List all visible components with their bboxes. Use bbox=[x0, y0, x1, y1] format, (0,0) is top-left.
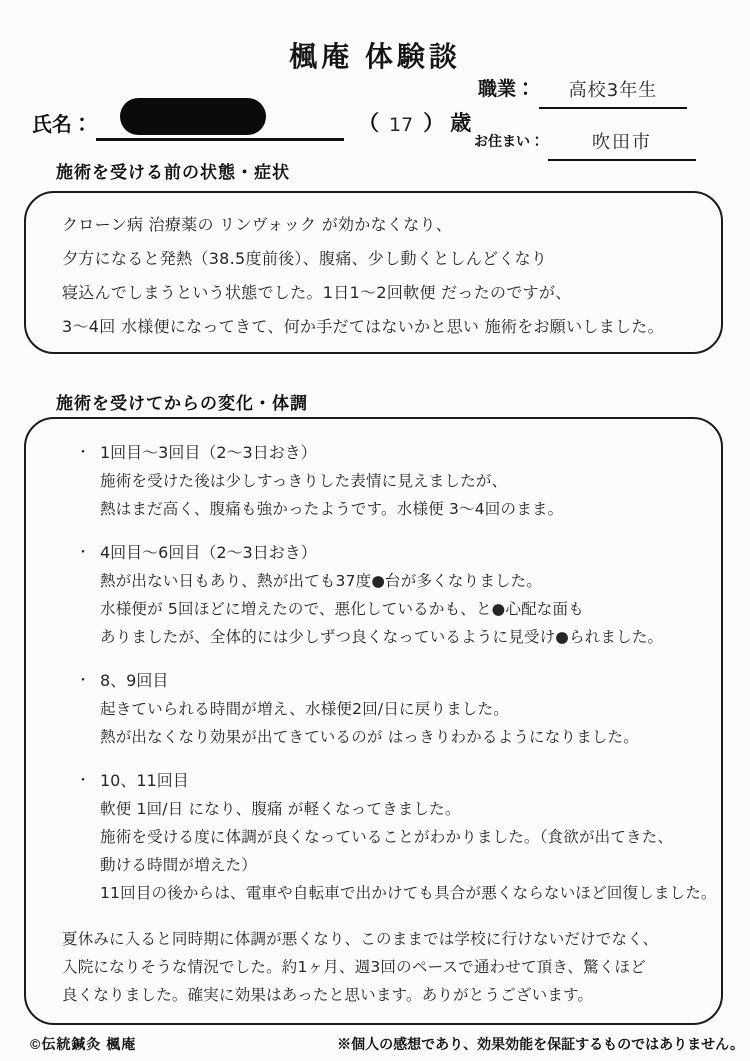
bullet-item-3 bbox=[76, 667, 701, 751]
symptom-line: クローン病 治療薬の リンヴォック が効かなくなり、 bbox=[62, 215, 453, 234]
bullet-marker: ・ bbox=[76, 773, 90, 789]
bullet-title: 8、9回目 bbox=[100, 671, 169, 690]
bullet-line: 施術を受けた後は少しすっきりした表情に見えましたが、 bbox=[100, 472, 508, 490]
bullet-line: 11回目の後からは、電車や自転車で出かけても具合が悪くならないほど回復しました。 bbox=[100, 884, 717, 902]
bullet-line: ありましたが、全体的には少しずつ良くなっているように見受け●られました。 bbox=[100, 628, 664, 646]
name-label: 氏名： bbox=[32, 114, 92, 136]
bullet-marker: ・ bbox=[76, 673, 90, 689]
symptom-box bbox=[24, 191, 723, 354]
residence-value: 吹田市 bbox=[548, 128, 696, 161]
bullet-line: 起きていられる時間が増え、水様便2回/日に戻りました。 bbox=[100, 700, 509, 718]
age-group bbox=[358, 107, 471, 141]
redacted-name bbox=[120, 98, 266, 135]
bullet-title: 10、11回目 bbox=[100, 771, 189, 790]
name-field-underline bbox=[96, 94, 344, 141]
section-heading-before: 施術を受ける前の状態・症状 bbox=[56, 163, 290, 182]
bullet-head bbox=[76, 767, 701, 795]
symptom-line: 寝込んでしまうという状態でした。1日1〜2回軟便 だったのですが、 bbox=[62, 283, 572, 302]
residence-label: お住まい： bbox=[474, 133, 544, 149]
name-row bbox=[32, 94, 471, 141]
bullet-head bbox=[76, 667, 701, 695]
bullet-line: 熱が出なくなり効果が出てきているのが はっきりわかるようになりました。 bbox=[100, 728, 639, 746]
section-heading-after: 施術を受けてからの変化・体調 bbox=[56, 394, 308, 413]
bullet-line: 施術を受ける度に体調が良くなっていることがわかりました。（食欲が出てきた、 bbox=[100, 828, 674, 846]
closing-paragraph bbox=[62, 925, 701, 1009]
age-value: 17 bbox=[389, 114, 414, 136]
bullet-line: 動ける時間が増えた） bbox=[100, 856, 258, 874]
bullet-line: 軟便 1回/日 になり、腹痛 が軽くなってきました。 bbox=[100, 800, 461, 818]
closing-line: 夏休みに入ると同時期に体調が悪くなり、このままでは学校に行けないだけでなく、 bbox=[62, 930, 659, 948]
age-suffix: 歳 bbox=[450, 112, 472, 135]
closing-line: 入院になりそうな情況でした。約1ヶ月、週3回のペースで通わせて頂き、驚くほど bbox=[62, 958, 646, 976]
bullet-line: 熱はまだ高く、腹痛も強かったようです。水様便 3〜4回のまま。 bbox=[100, 500, 564, 518]
bullet-head bbox=[76, 539, 701, 567]
occupation-row bbox=[478, 74, 687, 109]
residence-row bbox=[474, 128, 696, 161]
bullet-item-4 bbox=[76, 767, 717, 907]
bullet-title: 1回目〜3回目（2〜3日おき） bbox=[100, 443, 317, 462]
bullet-title: 4回目〜6回目（2〜3日おき） bbox=[100, 543, 317, 562]
bullet-marker: ・ bbox=[76, 545, 90, 561]
progress-box bbox=[24, 417, 723, 1025]
symptom-line: 3〜4回 水様便になってきて、何か手だてはないかと思い 施術をお願いしました。 bbox=[62, 317, 664, 336]
closing-line: 良くなりました。確実に効果はあったと思います。ありがとうございます。 bbox=[62, 986, 594, 1004]
age-paren-close: ） bbox=[423, 112, 445, 135]
bullet-item-1 bbox=[76, 439, 701, 523]
age-paren-open: （ bbox=[358, 112, 379, 135]
occupation-label: 職業： bbox=[478, 79, 536, 100]
page-title: 楓庵 体験談 bbox=[289, 40, 461, 72]
bullet-line: 熱が出ない日もあり、熱が出ても37度●台が多くなりました。 bbox=[100, 572, 543, 590]
bullet-item-2 bbox=[76, 539, 701, 651]
footer-disclaimer: ※個人の感想であり、効果効能を保証するものではありません。 bbox=[337, 1036, 744, 1052]
occupation-value: 高校3年生 bbox=[539, 76, 687, 109]
footer-copyright: ©伝統鍼灸 楓庵 bbox=[30, 1036, 137, 1052]
bullet-marker: ・ bbox=[76, 445, 90, 461]
bullet-line: 水様便が 5回ほどに増えたので、悪化しているかも、と●心配な面も bbox=[100, 600, 584, 618]
symptom-line: 夕方になると発熱（38.5度前後）、腹痛、少し動くとしんどくなり bbox=[62, 249, 548, 268]
bullet-head bbox=[76, 439, 701, 467]
